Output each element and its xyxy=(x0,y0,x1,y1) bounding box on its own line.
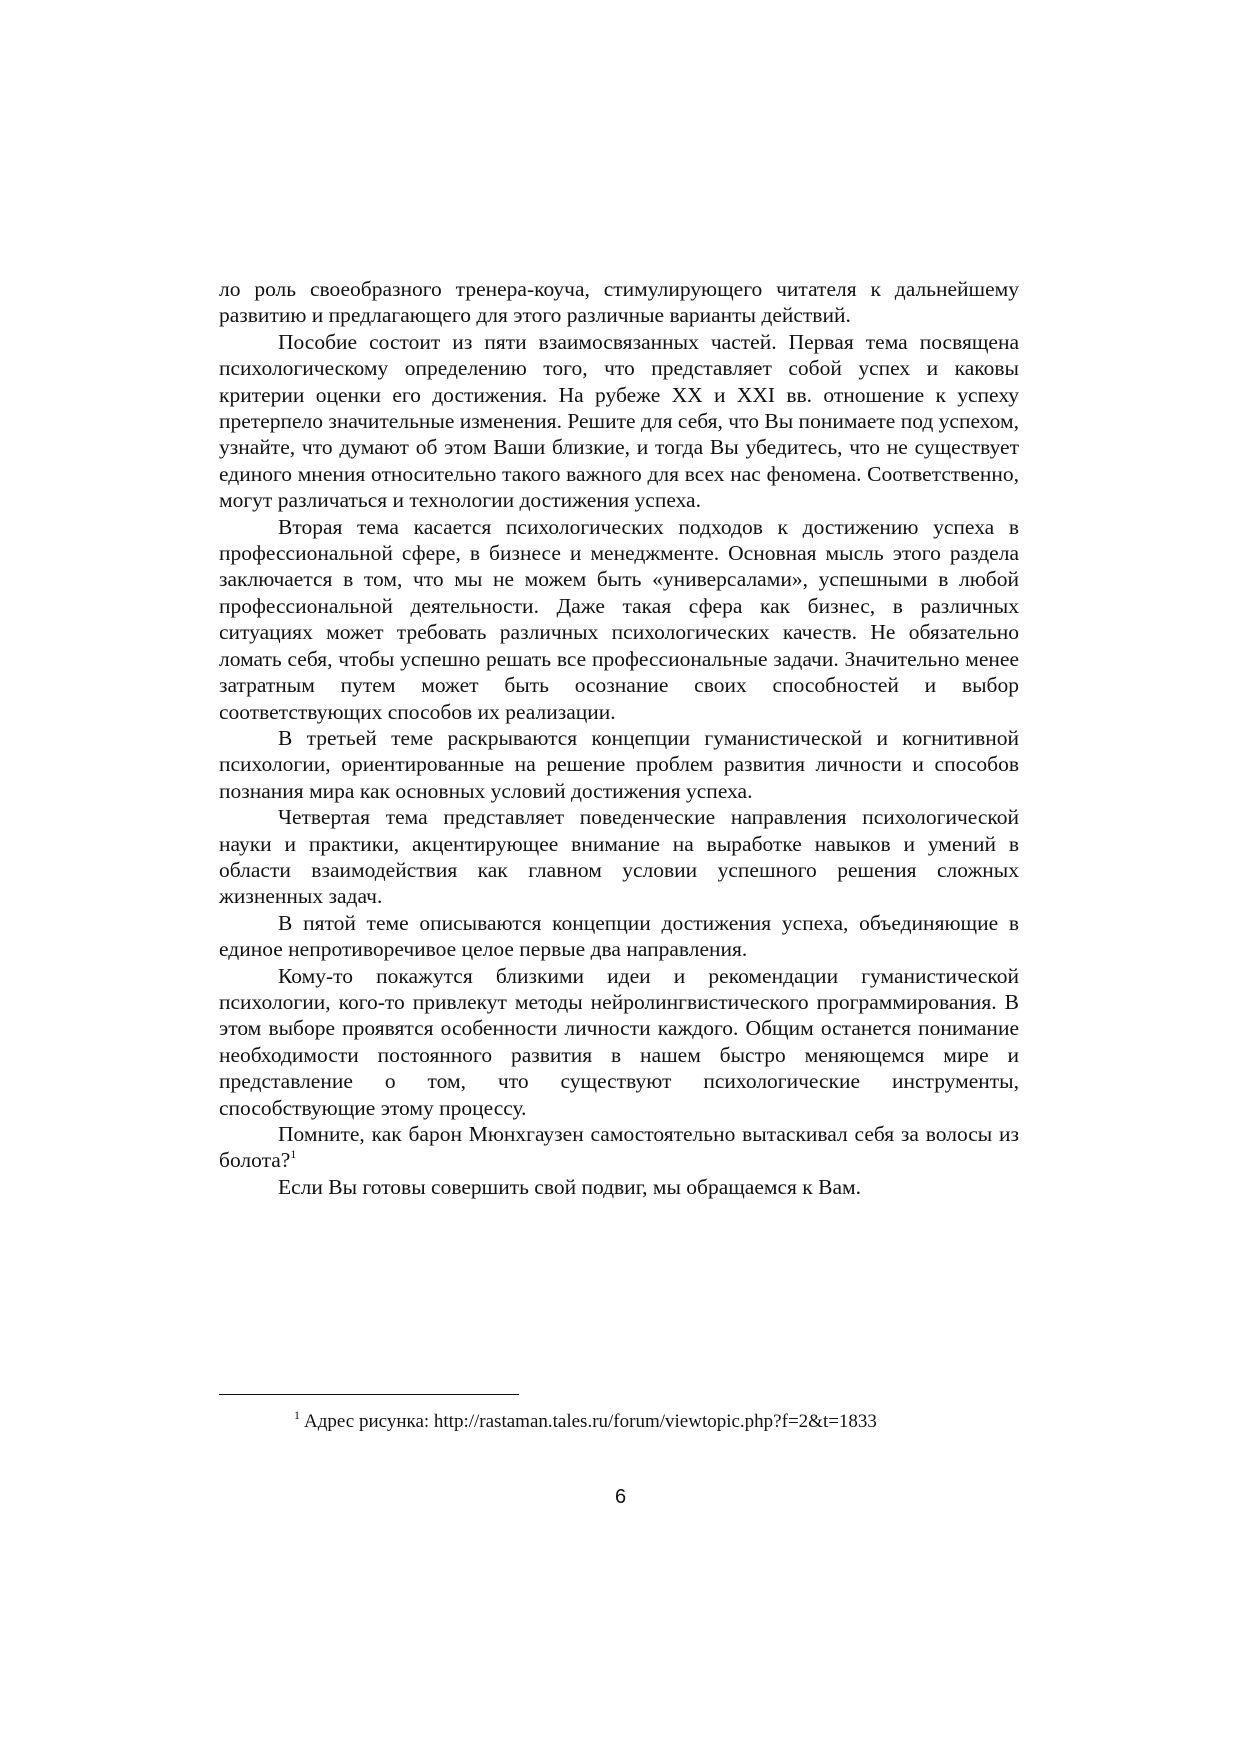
footnote-reference[interactable]: 1 xyxy=(290,1147,297,1162)
paragraph-munchausen-text: Помните, как барон Мюнхгаузен самостоятельно вытаскивал себя за волосы из болота? xyxy=(219,1122,1019,1173)
paragraph-topic-two: Вторая тема касается психологических подходов к достижению успеха в профессиональной сфере, в бизнесе и менеджменте. Основная мысль этого раздела заключается в том, что мы не можем быть «универсалами», успешными в любой профессиональной деятельности. Даже такая сфера как бизнес, в различных ситуациях может требовать различных психологических качеств. Не обязательно ломать себя, чтобы успешно решать все профессиональные задачи. Значительно менее затратным путем может быть осознание своих способностей и выбор соответствующих способов их реализации. xyxy=(219,514,1019,724)
footnote-number: 1 xyxy=(294,1408,300,1422)
footnote-text: Адрес рисунка: http://rastaman.tales.ru/forum/viewtopic.php?f=2&t=1833 xyxy=(304,1411,877,1432)
page-number: 6 xyxy=(614,1486,627,1508)
paragraph-munchausen xyxy=(219,1121,1019,1174)
paragraph-choice: Кому-то покажутся близкими идеи и рекомендации гуманистической психологии, кого-то привлекут методы нейролингвистического программирования. В этом выборе проявятся особенности личности каждого. Общим останется понимание необходимости постоянного развития в нашем быстро меняющемся мире и представление о том, что существуют психологические инструменты, способствующие этому процессу. xyxy=(219,963,1019,1120)
paragraph-topic-four: Четвертая тема представляет поведенческие направления психологической науки и практики, акцентирующее внимание на выработке навыков и умений в области взаимодействия как главном условии успешного решения сложных жизненных задач. xyxy=(219,805,1019,909)
footnote xyxy=(294,1410,1014,1434)
body-text xyxy=(219,276,1019,1200)
paragraph-closing: Если Вы готовы совершить свой подвиг, мы обращаемся к Вам. xyxy=(278,1174,861,1199)
paragraph-structure-overview: Пособие состоит из пяти взаимосвязанных частей. Первая тема посвящена психологическому определению того, что представляет собой успех и каковы критерии оценки его достижения. На рубеже XX и XXI вв. отношение к успеху претерпело значительные изменения. Решите для себя, что Вы понимаете под успехом, узнайте, что думают об этом Ваши близкие, и тогда Вы убедитесь, что не существует единого мнения относительно такого важного для всех нас феномена. Соответственно, могут различаться и технологии достижения успеха. xyxy=(219,329,1019,513)
paragraph-continuation: ло роль своеобразного тренера-коуча, стимулирующего читателя к дальнейшему развитию и предлагающего для этого различные варианты действий. xyxy=(219,277,1019,328)
paragraph-topic-five: В пятой теме описываются концепции достижения успеха, объединяющие в единое непротиворечивое целое первые два направления. xyxy=(219,910,1019,962)
paragraph-topic-three: В третьей теме раскрываются концепции гуманистической и когнитивной психологии, ориентированные на решение проблем развития личности и способов познания мира как основных условий достижения успеха. xyxy=(219,725,1019,803)
footnote-separator xyxy=(219,1394,519,1395)
